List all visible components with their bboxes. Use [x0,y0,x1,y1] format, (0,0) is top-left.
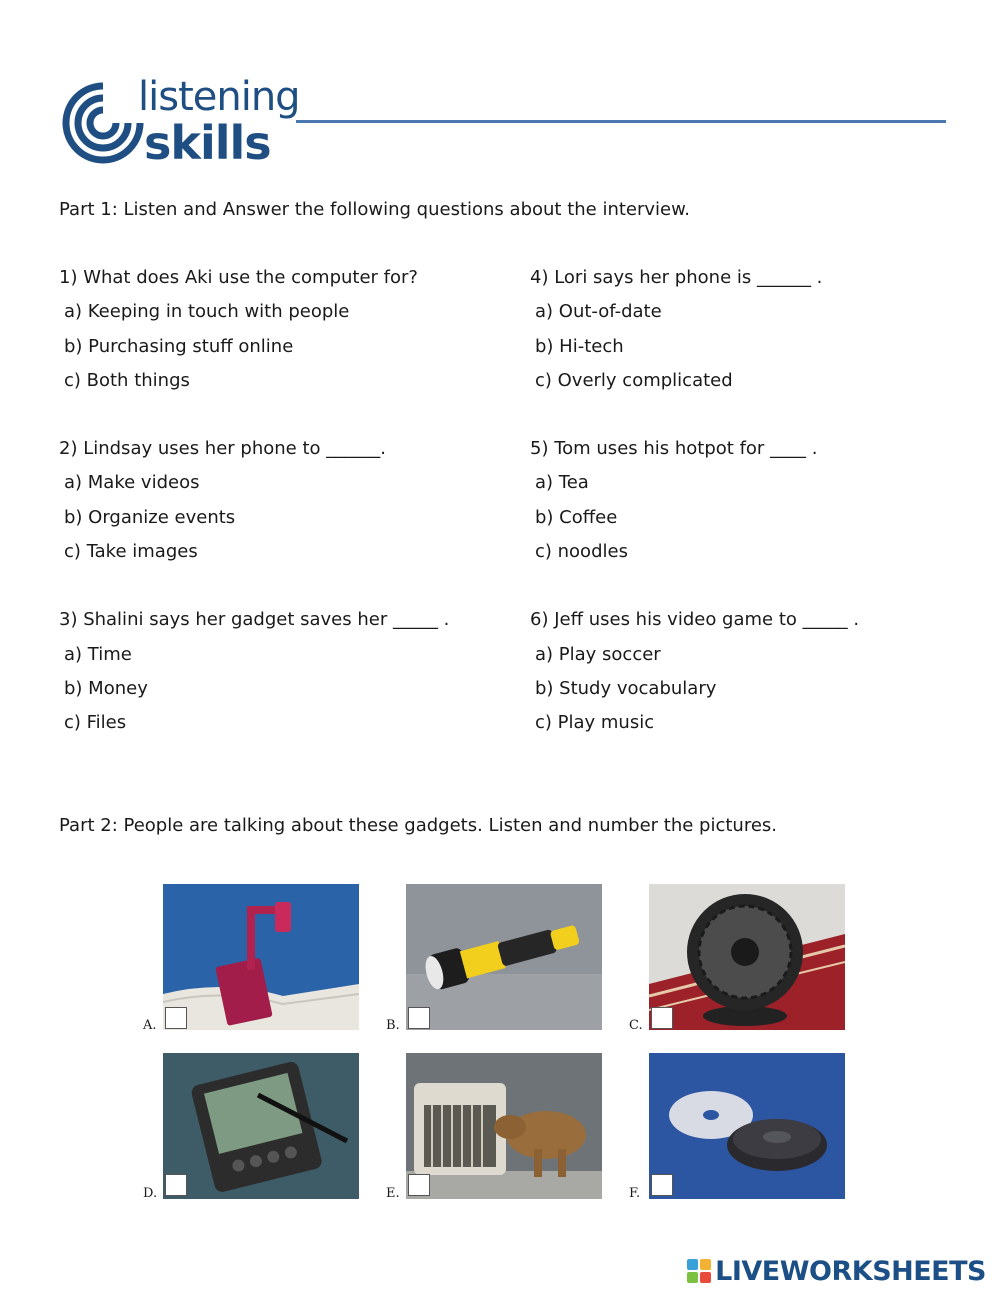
picture-label-f: F. [629,1186,641,1201]
question-4-option-c[interactable]: c) Overly complicated [535,370,733,391]
question-1: 1) What does Aki use the computer for? [59,267,418,288]
picture-label-b: B. [386,1018,400,1033]
picture-c-answer-box[interactable] [651,1007,673,1029]
spiral-logo-icon [58,78,148,168]
picture-d-answer-box[interactable] [165,1174,187,1196]
picture-f-answer-box[interactable] [651,1174,673,1196]
picture-e [406,1053,602,1199]
logo-text-skills: skills [144,116,271,170]
question-6-option-a[interactable]: a) Play soccer [535,644,661,665]
picture-a [163,884,359,1030]
picture-c [649,884,845,1030]
picture-label-c: C. [629,1018,643,1033]
flashlight-icon [406,884,602,1030]
question-4: 4) Lori says her phone is ______ . [530,267,823,288]
question-1-option-a[interactable]: a) Keeping in touch with people [64,301,350,322]
picture-label-e: E. [386,1186,400,1201]
picture-d [163,1053,359,1199]
picture-label-d: D. [143,1186,158,1201]
picture-a-answer-box[interactable] [165,1007,187,1029]
liveworksheets-icon [687,1259,711,1283]
question-5: 5) Tom uses his hotpot for ____ . [530,438,818,459]
picture-b [406,884,602,1030]
question-2-option-b[interactable]: b) Organize events [64,507,236,528]
cd-player-icon [649,1053,845,1199]
book-light-icon [163,884,359,1030]
picture-label-a: A. [143,1018,157,1033]
question-1-option-b[interactable]: b) Purchasing stuff online [64,336,294,357]
question-3-option-a[interactable]: a) Time [64,644,132,665]
part1-instruction: Part 1: Listen and Answer the following questions about the interview. [59,199,690,220]
question-2: 2) Lindsay uses her phone to ______. [59,438,386,459]
listening-skills-logo [58,74,300,170]
pda-icon [163,1053,359,1199]
question-6: 6) Jeff uses his video game to _____ . [530,609,860,630]
desk-fan-icon [649,884,845,1030]
pet-carrier-icon [406,1053,602,1199]
header-divider [296,120,946,123]
question-5-option-a[interactable]: a) Tea [535,472,589,493]
liveworksheets-brand [687,1254,986,1288]
question-3-option-b[interactable]: b) Money [64,678,148,699]
picture-f [649,1053,845,1199]
question-5-option-c[interactable]: c) noodles [535,541,628,562]
question-5-option-b[interactable]: b) Coffee [535,507,618,528]
question-4-option-a[interactable]: a) Out-of-date [535,301,662,322]
logo-text-listening: listening [138,74,300,120]
question-1-option-c[interactable]: c) Both things [64,370,190,391]
part2-instruction: Part 2: People are talking about these gadgets. Listen and number the pictures. [59,815,778,836]
question-3-option-c[interactable]: c) Files [64,712,127,733]
liveworksheets-wordmark: LIVEWORKSHEETS [715,1255,986,1287]
question-4-option-b[interactable]: b) Hi-tech [535,336,624,357]
question-2-option-a[interactable]: a) Make videos [64,472,200,493]
question-6-option-c[interactable]: c) Play music [535,712,655,733]
picture-b-answer-box[interactable] [408,1007,430,1029]
picture-e-answer-box[interactable] [408,1174,430,1196]
question-3: 3) Shalini says her gadget saves her _____ . [59,609,450,630]
question-2-option-c[interactable]: c) Take images [64,541,198,562]
question-6-option-b[interactable]: b) Study vocabulary [535,678,717,699]
